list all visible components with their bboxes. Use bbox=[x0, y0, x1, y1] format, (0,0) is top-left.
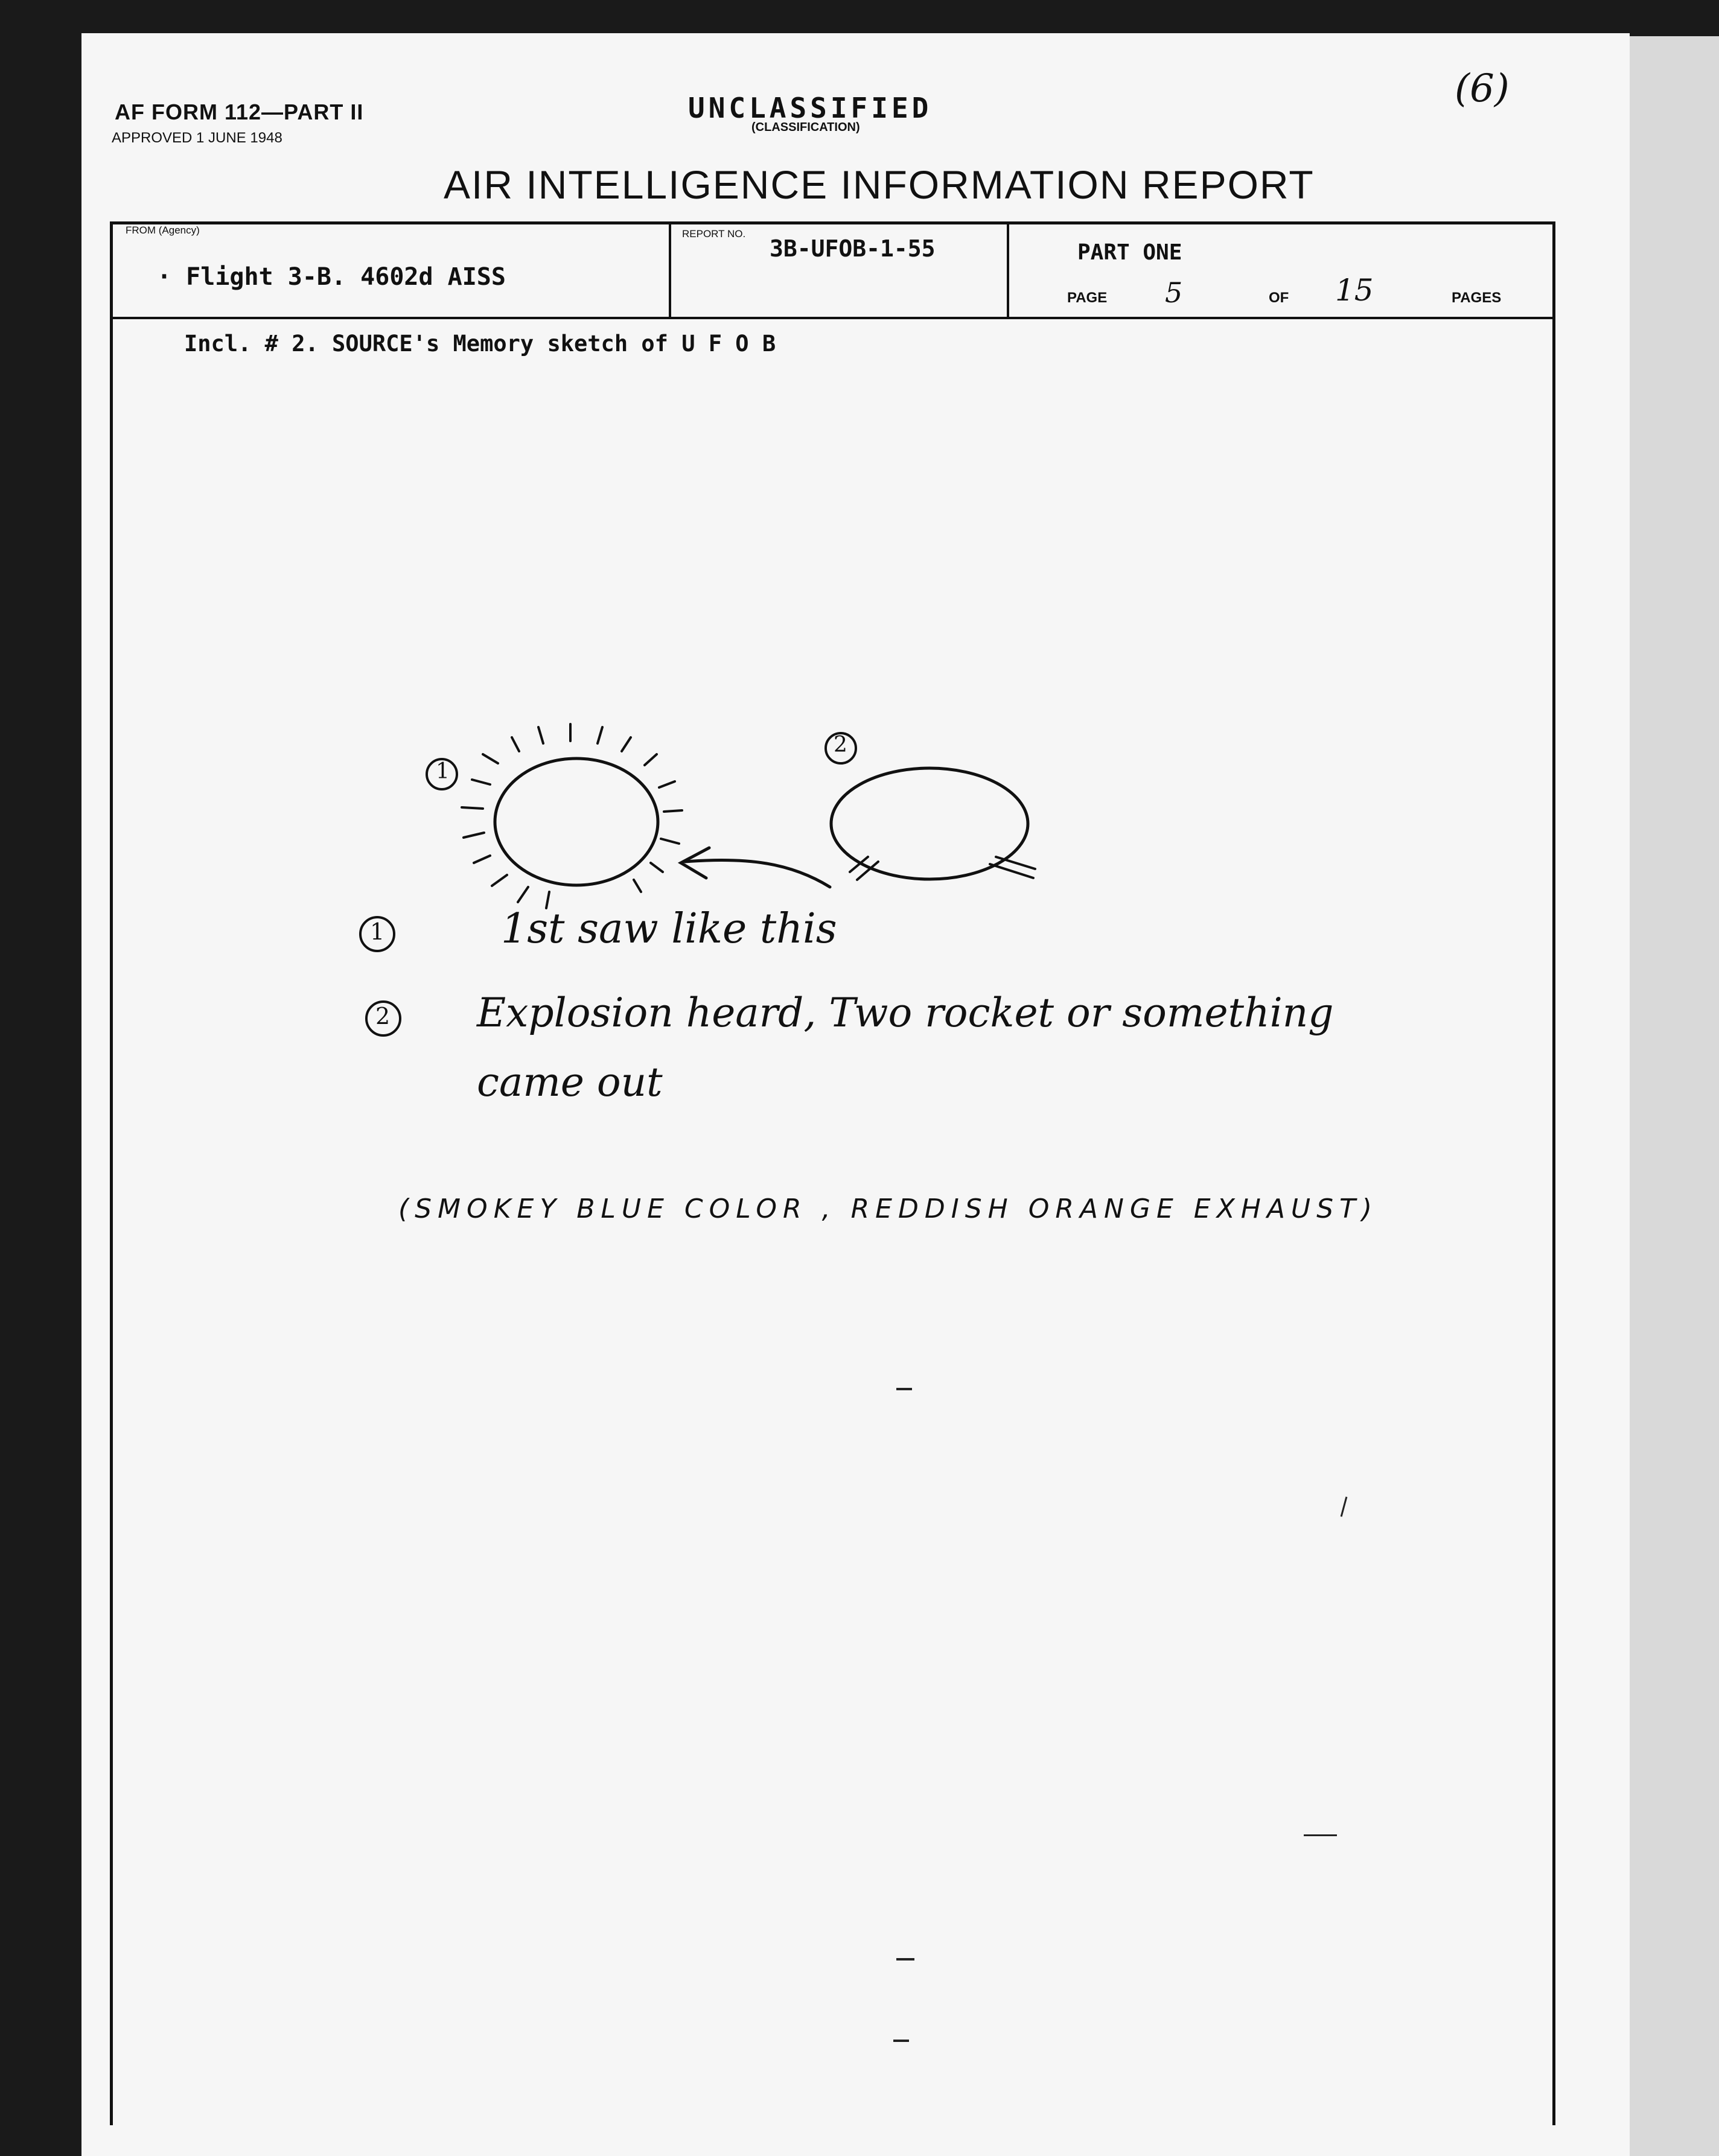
part-label: PART ONE bbox=[1077, 240, 1182, 265]
from-label: FROM (Agency) bbox=[126, 224, 200, 236]
handwritten-page-mark: (6) bbox=[1455, 66, 1510, 111]
classification-label: (CLASSIFICATION) bbox=[751, 121, 860, 134]
from-value: · Flight 3-B. 4602d AISS bbox=[157, 263, 506, 291]
page-label: PAGE bbox=[1067, 290, 1108, 306]
of-label: OF bbox=[1269, 290, 1289, 306]
scan-mark bbox=[1304, 1834, 1337, 1836]
transition-arrow bbox=[685, 860, 830, 887]
note-one-text: 1st saw like this bbox=[501, 905, 837, 953]
form-id: AF FORM 112—PART II bbox=[115, 100, 364, 124]
pages-label: PAGES bbox=[1452, 290, 1502, 306]
color-caption: (SMOKEY BLUE COLOR , REDDISH ORANGE EXHAUST) bbox=[398, 1194, 1379, 1224]
scan-mark bbox=[896, 1958, 914, 1960]
scan-mark bbox=[893, 2040, 909, 2042]
page-value: 5 bbox=[1165, 276, 1183, 309]
object-one-outline bbox=[495, 758, 658, 885]
of-value: 15 bbox=[1335, 273, 1374, 308]
inclosure-title: Incl. # 2. SOURCE's Memory sketch of U F O B bbox=[184, 331, 776, 357]
object-two-exhaust bbox=[850, 857, 1035, 880]
report-no-value: 3B-UFOB-1-55 bbox=[770, 235, 936, 262]
sketch-label-one: 1 bbox=[436, 759, 450, 784]
classification-stamp: UNCLASSIFIED bbox=[688, 92, 933, 124]
scan-mark bbox=[896, 1388, 912, 1390]
note-two-number: 2 bbox=[375, 1003, 391, 1029]
report-title: AIR INTELLIGENCE INFORMATION REPORT bbox=[444, 162, 1315, 207]
note-two-text-line2: came out bbox=[477, 1059, 663, 1105]
note-one-number: 1 bbox=[370, 918, 385, 945]
note-two-text-line1: Explosion heard, Two rocket or something bbox=[477, 990, 1334, 1036]
report-no-label: REPORT NO. bbox=[682, 228, 746, 240]
sketch-label-two: 2 bbox=[834, 733, 847, 757]
form-approved-date: APPROVED 1 JUNE 1948 bbox=[112, 130, 282, 146]
